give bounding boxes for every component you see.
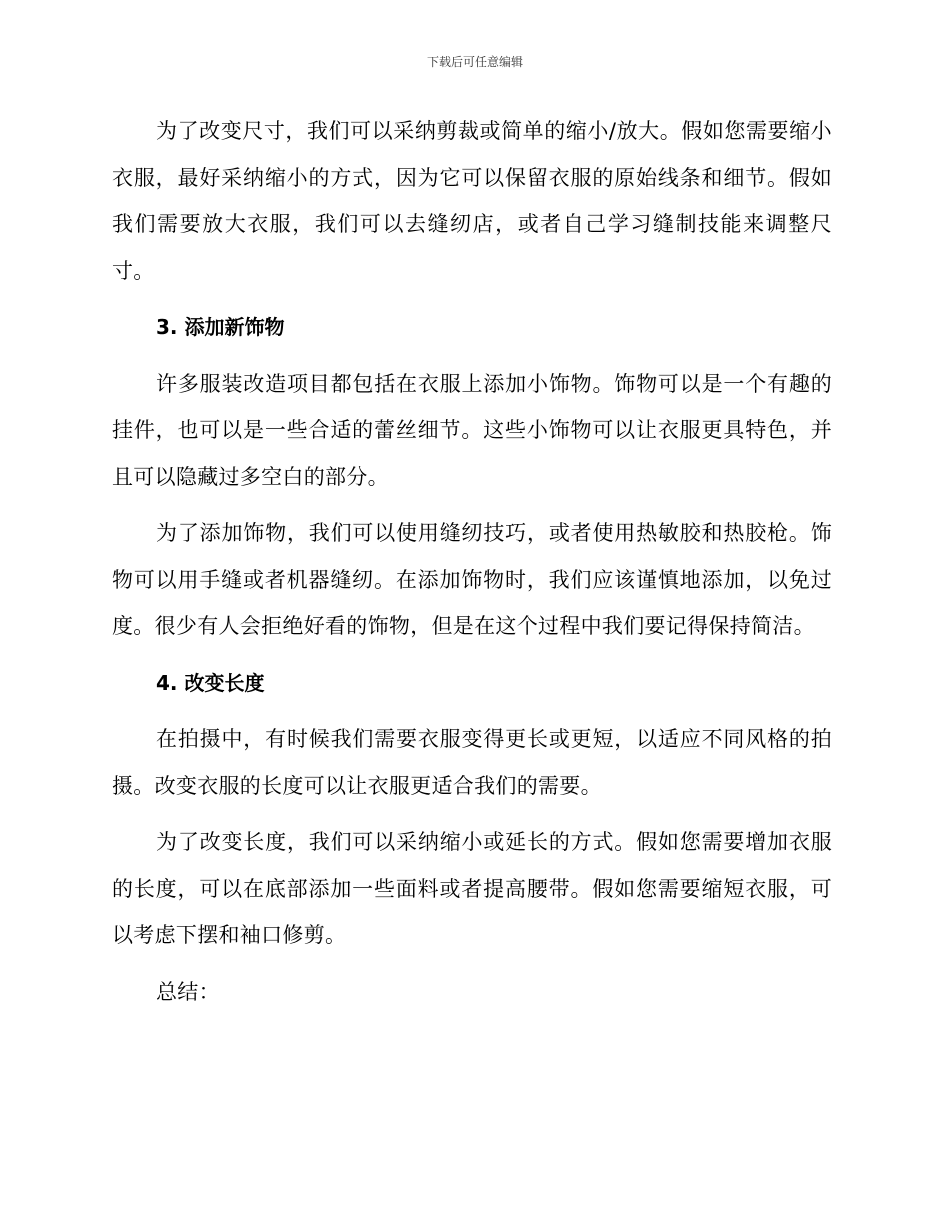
paragraph-length-intro: 在拍摄中，有时候我们需要衣服变得更长或更短，以适应不同风格的拍摄。改变衣服的长度可以让衣服更适合我们的需要。 <box>112 727 832 798</box>
document-body <box>112 108 832 1025</box>
paragraph-length-method: 为了改变长度，我们可以采纳缩小或延长的方式。假如您需要增加衣服的长度，可以在底部添加一些面料或者提高腰带。假如您需要缩短衣服，可以考虑下摆和袖口修剪。 <box>112 830 832 947</box>
section-heading-change-length: 4. 改变长度 <box>156 670 265 695</box>
section-heading-add-ornaments: 3. 添加新饰物 <box>156 315 285 339</box>
paragraph-ornaments-intro: 许多服装改造项目都包括在衣服上添加小饰物。饰物可以是一个有趣的挂件，也可以是一些合适的蕾丝细节。这些小饰物可以让衣服更具特色，并且可以隐藏过多空白的部分。 <box>112 371 832 489</box>
paragraph-summary: 总结： <box>156 979 220 1004</box>
header-note: 下载后可任意编辑 <box>426 55 523 69</box>
paragraph-ornaments-method: 为了添加饰物，我们可以使用缝纫技巧，或者使用热敏胶和热胶枪。饰物可以用手缝或者机器缝纫。在添加饰物时，我们应该谨慎地添加，以免过度。很少有人会拒绝好看的饰物，但是在这个过程中我们要记得保持简洁。 <box>112 521 832 638</box>
paragraph-resize-method: 为了改变尺寸，我们可以采纳剪裁或简单的缩小/放大。假如您需要缩小衣服，最好采纳缩小的方式，因为它可以保留衣服的原始线条和细节。假如我们需要放大衣服，我们可以去缝纫店，或者自己学习缝制技能来调整尺寸。 <box>112 119 832 283</box>
